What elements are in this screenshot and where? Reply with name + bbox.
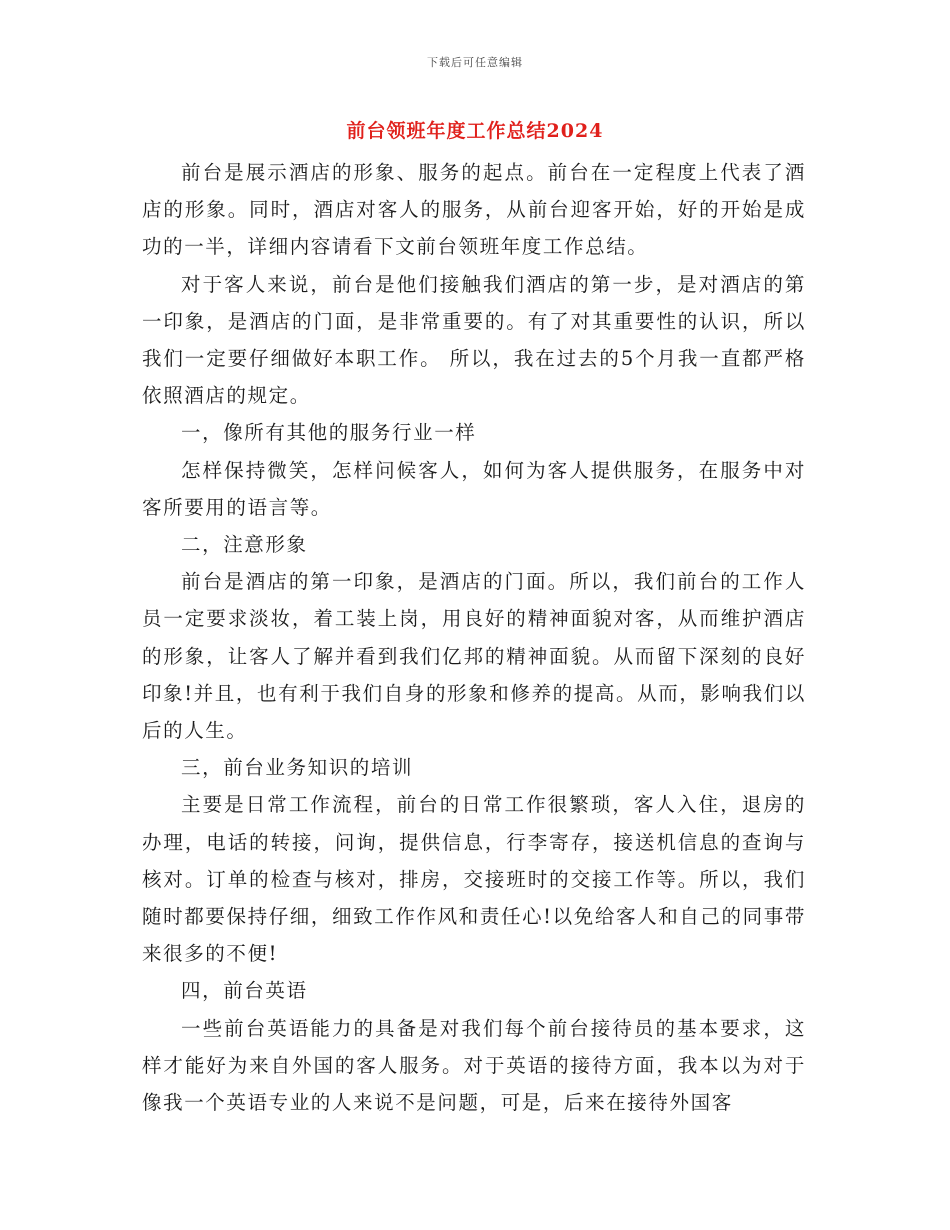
document-body: [142, 154, 806, 1121]
section-heading-2: 二，注意形象: [181, 533, 308, 557]
paragraph-english: 一些前台英语能力的具备是对我们每个前台接待员的基本要求，这样才能好为来自外国的客人服务。对于英语的接待方面，我本以为对于像我一个英语专业的人来说不是问题，可是，后来在接待外国客: [142, 1016, 806, 1115]
paragraph-training: 主要是日常工作流程，前台的日常工作很繁琐，客人入住，退房的办理，电话的转接，问询，提供信息，行李寄存，接送机信息的查询与核对。订单的检查与核对，排房，交接班时的交接工作等。所以，我们随时都要保持仔细，细致工作作风和责任心!以免给客人和自己的同事带来很多的不便!: [142, 793, 806, 966]
paragraph-first-impression: 对于客人来说，前台是他们接触我们酒店的第一步，是对酒店的第一印象，是酒店的门面，是非常重要的。有了对其重要性的认识，所以我们一定要仔细做好本职工作。 所以，我在过去的5个月我一直都严格依照酒店的规定。: [142, 272, 806, 408]
paragraph-service: 怎样保持微笑，怎样问候客人，如何为客人提供服务，在服务中对客所要用的语言等。: [142, 458, 806, 519]
header-note: 下载后可任意编辑: [427, 56, 523, 69]
section-heading-1: 一，像所有其他的服务行业一样: [181, 421, 477, 445]
paragraph-image: 前台是酒店的第一印象，是酒店的门面。所以，我们前台的工作人员一定要求淡妆，着工装上岗，用良好的精神面貌对客，从而维护酒店的形象，让客人了解并看到我们亿邦的精神面貌。从而留下深刻的良好印象!并且，也有利于我们自身的形象和修养的提高。从而，影响我们以后的人生。: [142, 570, 806, 743]
section-heading-4: 四，前台英语: [181, 979, 308, 1003]
document-title: 前台领班年度工作总结2024: [346, 120, 604, 142]
paragraph-intro: 前台是展示酒店的形象、服务的起点。前台在一定程度上代表了酒店的形象。同时，酒店对客人的服务，从前台迎客开始，好的开始是成功的一半，详细内容请看下文前台领班年度工作总结。: [142, 161, 806, 259]
section-heading-3: 三，前台业务知识的培训: [181, 756, 414, 780]
